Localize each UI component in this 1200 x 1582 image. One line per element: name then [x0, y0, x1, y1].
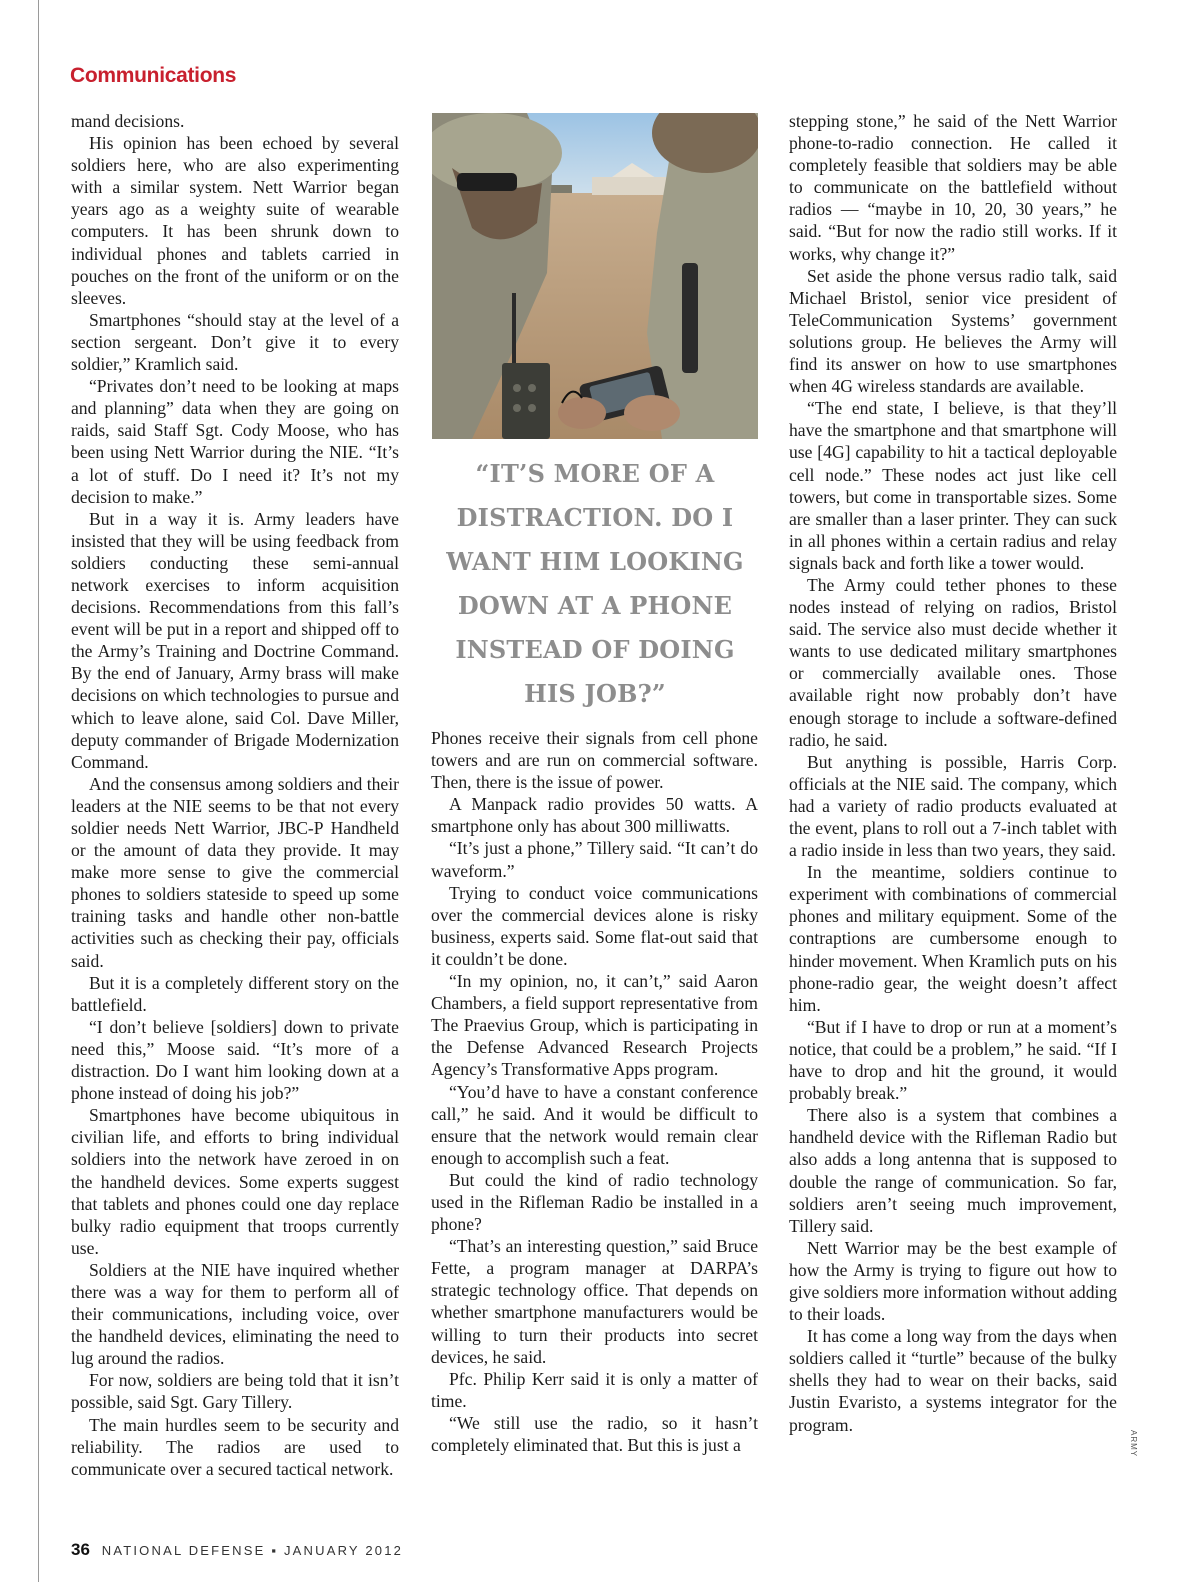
- article-column-2: [431, 727, 758, 1456]
- publication-name: NATIONAL DEFENSE: [101, 1543, 266, 1558]
- paragraph: “The end state, I believe, is that they’ll have the smartphone and that smartphone will use [4G] capability to hit a tactical deployable cell node.” These nodes act just like cell towers, but come in transportable sizes. Some are smaller than a laser printer. They can suck in all phones within a certain radius and relay signals back and forth like a tower would.: [789, 398, 1117, 573]
- paragraph: mand decisions.: [71, 111, 185, 131]
- paragraph: It has come a long way from the days when soldiers called it “turtle” because of the bulky shells they had to wear on their backs, said Justin Evaristo, a systems integrator for the program.: [789, 1326, 1117, 1435]
- page-footer: [71, 1540, 403, 1560]
- paragraph: Smartphones have become ubiquitous in civilian life, and efforts to bring individual soldiers into the network have zeroed in on the handheld devices. Some experts suggest that tablets and phones could one day replace bulky radio equipment that troops currently use.: [71, 1105, 399, 1258]
- paragraph: “I don’t believe [soldiers] down to private need this,” Moose said. “It’s more of a distraction. Do I want him looking down at a phone instead of doing his job?”: [71, 1016, 399, 1104]
- paragraph: Soldiers at the NIE have inquired whether there was a way for them to perform all of their communications, including voice, over the handheld devices, eliminating the need to lug around the radios.: [71, 1259, 399, 1369]
- paragraph: But could the kind of radio technology used in the Rifleman Radio be installed in a phone?: [431, 1169, 758, 1235]
- paragraph: Phones receive their signals from cell phone towers and are run on commercial software. Then, there is the issue of power.: [431, 728, 758, 793]
- article-photo: [432, 113, 758, 439]
- paragraph: For now, soldiers are being told that it isn’t possible, said Sgt. Gary Tillery.: [71, 1370, 399, 1413]
- article-column-3: [789, 110, 1117, 1436]
- paragraph: “We still use the radio, so it hasn’t completely eliminated that. But this is just a: [431, 1412, 758, 1455]
- paragraph: His opinion has been echoed by several soldiers here, who are also experimenting with a similar system. Nett Warrior began years ago as a weighty suite of wearable computers. It has been shrunk down to individual phones and tablets carried in pouches on the front of the uniform or on the sleeves.: [71, 133, 399, 308]
- paragraph: But it is a completely different story on the battlefield.: [71, 972, 399, 1015]
- paragraph: “But if I have to drop or run at a moment’s notice, that could be a problem,” he said. “If I have to drop and hit the ground, it would probably break.”: [789, 1016, 1117, 1104]
- paragraph: And the consensus among soldiers and their leaders at the NIE seems to be that not every soldier needs Nett Warrior, JBC-P Handheld or the amount of data they provide. It may make more sense to give the commercial phones to soldiers stateside to speed up some training tasks and handle other non-battle activities such as checking their pay, officials said.: [71, 773, 399, 971]
- footer-separator: ▪: [271, 1543, 279, 1558]
- pull-quote: “IT’S MORE OF A DISTRACTION. DO I WANT HIM LOOKING DOWN AT A PHONE INSTEAD OF DOING HIS JOB?”: [446, 459, 744, 708]
- paragraph: A Manpack radio provides 50 watts. A smartphone only has about 300 milliwatts.: [431, 794, 758, 837]
- page-margin-rule: [38, 0, 39, 1582]
- paragraph: But anything is possible, Harris Corp. officials at the NIE said. The company, which had a variety of radio products evaluated at the event, plans to roll out a 7-inch tablet with a radio inside in less than two years, they said.: [789, 751, 1117, 861]
- paragraph: In the meantime, soldiers continue to experiment with combinations of commercial phones and military equipment. Some of the contraptions are cumbersome enough to hinder movement. When Kramlich puts on his phone-radio gear, the weight doesn’t affect him.: [789, 862, 1117, 1015]
- paragraph: But in a way it is. Army leaders have insisted that they will be using feedback from soldiers conducting these semi-annual network exercises to inform acquisition decisions. Recommendations from this fall’s event will be put in a report and shipped off to the Army’s Training and Doctrine Command. By the end of January, Army brass will make decisions on which technologies to pursue and which to leave alone, said Col. Dave Miller, deputy commander of Brigade Modernization Command.: [71, 508, 399, 772]
- paragraph: “Privates don’t need to be looking at maps and planning” data when they are going on raids, said Staff Sgt. Cody Moose, who has been using Nett Warrior during the NIE. “It’s a lot of stuff. Do I need it? It’s not my decision to make.”: [71, 376, 399, 507]
- paragraph: Pfc. Philip Kerr said it is only a matter of time.: [431, 1368, 758, 1411]
- paragraph: Smartphones “should stay at the level of a section sergeant. Don’t give it to every soldier,” Kramlich said.: [71, 309, 399, 375]
- paragraph: “It’s just a phone,” Tillery said. “It can’t do waveform.”: [431, 838, 758, 881]
- paragraph: Trying to conduct voice communications over the commercial devices alone is risky business, experts said. Some flat-out said that it couldn’t be done.: [431, 882, 758, 969]
- article-column-1: [71, 110, 399, 1480]
- section-label: Communications: [70, 64, 237, 87]
- paragraph: There also is a system that combines a handheld device with the Rifleman Radio but also adds a long antenna that is supposed to double the range of communication. So far, soldiers aren’t seeing much improvement, Tillery said.: [789, 1105, 1117, 1236]
- paragraph: The Army could tether phones to these nodes instead of relying on radios, Bristol said. The service also must decide whether it wants to use dedicated military smartphones or commercially available ones. Those available right now probably don’t have enough storage to include a software-defined radio, he said.: [789, 574, 1117, 750]
- paragraph: “In my opinion, no, it can’t,” said Aaron Chambers, a field support representative from The Praevius Group, which is participating in the Defense Advanced Research Projects Agency’s Transformative Apps program.: [431, 971, 758, 1080]
- paragraph: “You’d have to have a constant conference call,” he said. And it would be difficult to ensure that the network would remain clear enough to accomplish such a feat.: [431, 1081, 758, 1168]
- page-number: 36: [71, 1540, 90, 1559]
- paragraph: stepping stone,” he said of the Nett Warrior phone-to-radio connection. He called it completely feasible that soldiers may be able to communicate on the battlefield without radios — “maybe in 10, 20, 30 years,” he said. “But for now the radio still works. If it works, why change it?”: [789, 111, 1117, 264]
- photo-credit: ARMY: [1129, 1430, 1138, 1458]
- paragraph: Set aside the phone versus radio talk, said Michael Bristol, senior vice president of TeleCommunication Systems’ government solutions group. He believes the Army will find its answer on how to use smartphones when 4G wireless standards are available.: [789, 265, 1117, 397]
- paragraph: “That’s an interesting question,” said Bruce Fette, a program manager at DARPA’s strategic technology office. That depends on whether smartphone manufacturers would be willing to turn their products into secret devices, he said.: [431, 1236, 758, 1367]
- paragraph: Nett Warrior may be the best example of how the Army is trying to figure out how to give soldiers more information without adding to their loads.: [789, 1237, 1117, 1325]
- paragraph: The main hurdles seem to be security and reliability. The radios are used to communicate over a secured tactical network.: [71, 1414, 399, 1479]
- issue-date: JANUARY 2012: [283, 1543, 404, 1558]
